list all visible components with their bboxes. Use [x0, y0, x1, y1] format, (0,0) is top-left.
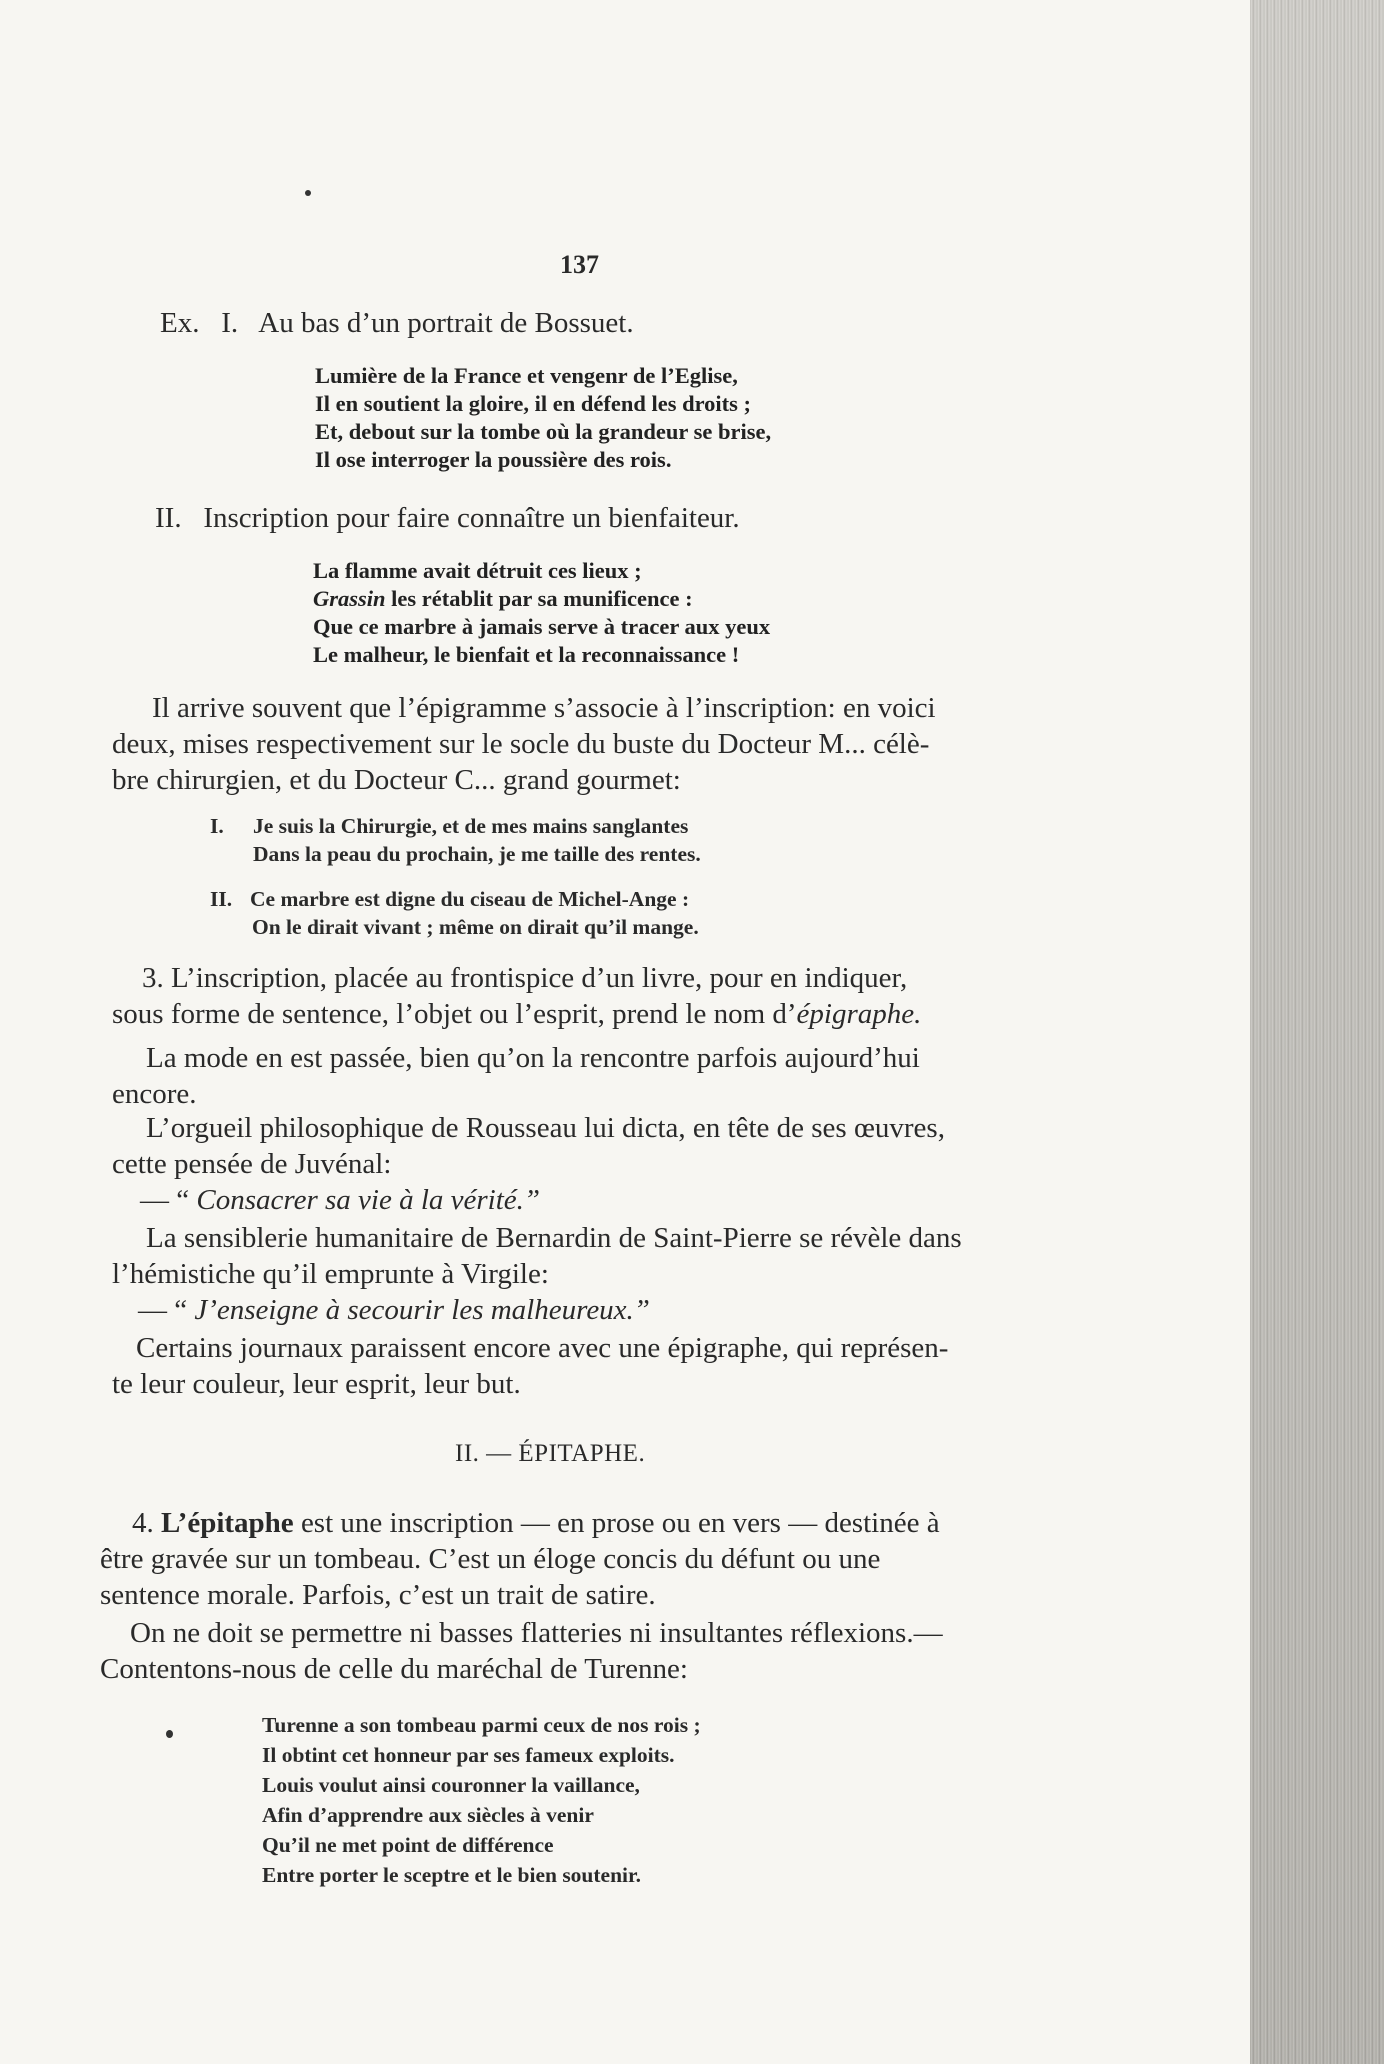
text-line: bre chirurgien, et du Docteur C... grand gourmet:	[112, 764, 681, 796]
text-line: La sensiblerie humanitaire de Bernardin de Saint-Pierre se révèle dans	[146, 1222, 962, 1254]
page-edge	[1250, 0, 1384, 2064]
epigram1-verses	[253, 812, 701, 868]
paragraph-4	[100, 1505, 1030, 1613]
verse-line: On le dirait vivant ; même on dirait qu’il mange.	[252, 915, 699, 939]
paragraph-journaux	[112, 1330, 1032, 1402]
verse-line: Et, debout sur la tombe où la grandeur se brise,	[315, 419, 772, 444]
ex1-verses	[315, 362, 771, 474]
quote-dash: — “	[138, 1294, 188, 1326]
paragraph-3	[112, 960, 1032, 1032]
verse-line: Je suis la Chirurgie, et de mes mains sanglantes	[253, 814, 689, 838]
verse-line: Il obtint cet honneur par ses fameux exploits.	[262, 1743, 675, 1767]
verse-line: Turenne a son tombeau parmi ceux de nos rois ;	[262, 1713, 701, 1737]
epigram2-verses	[250, 885, 699, 941]
verse-italic-name: Grassin	[313, 586, 386, 611]
verse-line: Entre porter le sceptre et le bien soutenir.	[262, 1863, 641, 1887]
text-line: La mode en est passée, bien qu’on la rencontre parfois aujourd’hui	[146, 1042, 920, 1074]
verse-line: Il en soutient la gloire, il en défend les droits ;	[315, 391, 752, 416]
text-line	[112, 996, 1032, 1032]
verse-line: Dans la peau du prochain, je me taille des rentes.	[253, 842, 701, 866]
verse-line: Louis voulut ainsi couronner la vaillance,	[262, 1773, 640, 1797]
verse-line: Qu’il ne met point de différence	[262, 1833, 554, 1857]
page-number: 137	[560, 250, 599, 279]
quote-juvenal	[140, 1182, 540, 1218]
paragraph-bernardin	[112, 1220, 1032, 1292]
verse-line: Que ce marbre à jamais serve à tracer aux yeux	[313, 614, 771, 639]
ink-speck	[305, 190, 311, 196]
text-line: être gravée sur un tombeau. C’est un éloge concis du défunt ou une	[100, 1543, 881, 1575]
paragraph-epigram	[112, 690, 1032, 798]
quote-text: J’enseigne à secourir les malheureux.”	[194, 1294, 650, 1326]
text-line: cette pensée de Juvénal:	[112, 1148, 392, 1180]
para4-number: 4.	[132, 1507, 154, 1539]
term-epitaphe: L’épitaphe	[161, 1507, 294, 1539]
quote-text: Consacrer sa vie à la vérité.”	[196, 1184, 541, 1216]
verse-line: Il ose interroger la poussière des rois.	[315, 447, 672, 472]
text-line	[100, 1505, 1030, 1541]
text-line: On ne doit se permettre ni basses flatteries ni insultantes réflexions.—	[130, 1617, 943, 1649]
text-line: encore.	[112, 1078, 197, 1110]
epigram2-number: II.	[210, 887, 233, 911]
quote-dash: — “	[140, 1184, 190, 1216]
verse-line: Afin d’apprendre aux siècles à venir	[262, 1803, 594, 1827]
verse-line: Le malheur, le bienfait et la reconnaissance !	[313, 642, 740, 667]
verse-line: Lumière de la France et vengenr de l’Eglise,	[315, 363, 738, 388]
section-heading: II. — ÉPITAPHE.	[455, 1440, 646, 1467]
text-line: Contentons-nous de celle du maréchal de Turenne:	[100, 1653, 688, 1685]
ex1-label: Ex. I. Au bas d’un portrait de Bossuet.	[160, 307, 634, 339]
paragraph-mode	[112, 1040, 1032, 1112]
text-line: sentence morale. Parfois, c’est un trait de satire.	[100, 1579, 656, 1611]
quote-virgile	[138, 1292, 650, 1328]
text-line: 3. L’inscription, placée au frontispice d’un livre, pour en indiquer,	[142, 962, 908, 994]
verse-line	[313, 585, 770, 613]
text-line: te leur couleur, leur esprit, leur but.	[112, 1368, 521, 1400]
ex2-label: II. Inscription pour faire connaître un bienfaiteur.	[155, 502, 740, 534]
verse-line: La flamme avait détruit ces lieux ;	[313, 558, 642, 583]
ex2-verses	[313, 557, 770, 669]
text-line: L’orgueil philosophique de Rousseau lui dicta, en tête de ses œuvres,	[146, 1112, 945, 1144]
text-line: l’hémistiche qu’il emprunte à Virgile:	[112, 1258, 549, 1290]
epigram1-number: I.	[210, 814, 224, 838]
verse-line: Ce marbre est digne du ciseau de Michel-Ange :	[250, 887, 690, 911]
paragraph-rousseau	[112, 1110, 1032, 1182]
term-epigraphe: épigraphe.	[796, 998, 922, 1030]
verse-rest: les rétablit par sa munificence :	[385, 586, 693, 611]
text-line: Il arrive souvent que l’épigramme s’associe à l’inscription: en voici	[152, 692, 936, 724]
text-line: Certains journaux paraissent encore avec une épigraphe, qui représen-	[136, 1332, 949, 1364]
ink-speck	[166, 1730, 173, 1738]
text-line: deux, mises respectivement sur le socle du buste du Docteur M... célè-	[112, 728, 930, 760]
text-run: est une inscription — en prose ou en vers — destinée à	[293, 1507, 940, 1539]
text-run: sous forme de sentence, l’objet ou l’esprit, prend le nom d’	[112, 998, 797, 1030]
turenne-verses	[262, 1710, 701, 1890]
paragraph-flatteries	[100, 1615, 1030, 1687]
